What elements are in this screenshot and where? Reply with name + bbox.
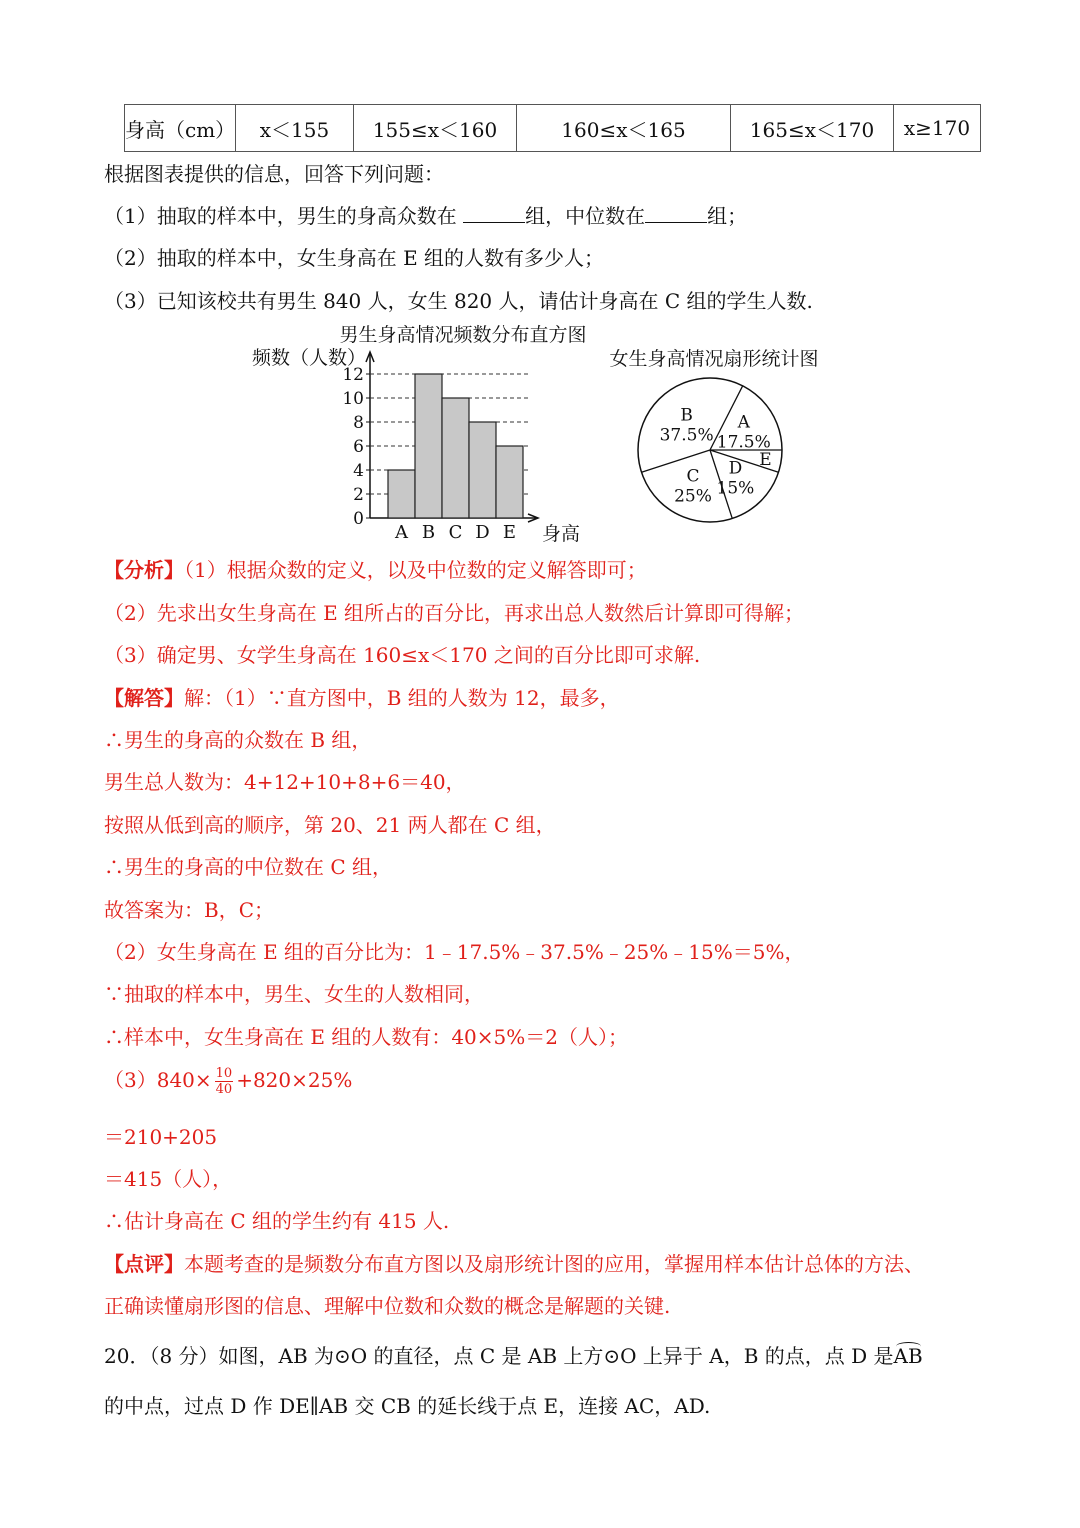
answer-blank: [463, 202, 525, 223]
pie-label: A: [737, 412, 750, 433]
histogram-bar-D: [469, 422, 496, 518]
y-tick-label: 6: [353, 437, 364, 457]
pie-percent-label: 17.5%: [716, 432, 771, 453]
pie-title: 女生身高情况扇形统计图: [609, 348, 819, 370]
question-intro: 根据图表提供的信息，回答下列问题：: [104, 162, 444, 186]
solution-line: ＝210+205: [104, 1125, 218, 1149]
question-1-text: 组，中位数在: [525, 204, 646, 228]
height-range-table: [124, 104, 981, 152]
solution-line: [104, 1066, 352, 1097]
pie-label: D: [728, 458, 743, 479]
solution-line: 按照从低到高的顺序，第 20、21 两人都在 C 组，: [104, 813, 556, 837]
pie-percent-label: 15%: [716, 478, 755, 499]
comment-line: 正确读懂扇形图的信息、理解中位数和众数的概念是解题的关键.: [104, 1294, 671, 1318]
solution-line: ∴估计身高在 C 组的学生约有 415 人.: [104, 1209, 450, 1233]
question-2: （2）抽取的样本中，女生身高在 E 组的人数有多少人；: [104, 246, 605, 270]
table-cell: x≥170: [894, 105, 981, 152]
pie-percent-label: 37.5%: [659, 425, 714, 446]
question-1-text: 组；: [707, 204, 748, 228]
x-tick-label: D: [475, 522, 490, 543]
pie-label: B: [680, 405, 693, 426]
histogram-y-label: 频数（人数）: [252, 347, 367, 369]
histogram-bar-B: [415, 374, 442, 518]
table-row: [125, 105, 981, 152]
pie-label: C: [686, 466, 700, 487]
problem-20-line: 的中点，过点 D 作 DE∥AB 交 CB 的延长线于点 E，连接 AC，AD.: [104, 1394, 711, 1418]
histogram-bar-C: [442, 398, 469, 518]
fraction-numerator: 10: [215, 1066, 233, 1081]
solution-tag: 【解答】: [104, 686, 184, 710]
table-header-cell: 身高（cm）: [125, 105, 236, 152]
y-tick-label: 0: [353, 509, 364, 529]
solution-line: （2）女生身高在 E 组的百分比为：1﹣17.5%﹣37.5%﹣25%﹣15%＝5%，: [104, 940, 805, 964]
x-tick-label: B: [421, 522, 436, 543]
solution-line: ∴男生的身高的中位数在 C 组，: [104, 855, 393, 879]
y-tick-label: 4: [353, 461, 364, 481]
solution-line: 男生总人数为：4+12+10+8+6＝40，: [104, 770, 466, 794]
problem-20-line: [104, 1342, 923, 1370]
comment-tag: 【点评】: [104, 1252, 184, 1276]
table-cell: x＜155: [236, 105, 354, 152]
question-1: [104, 202, 747, 230]
analysis-line: （2）先求出女生身高在 E 组所占的百分比，再求出总人数然后计算即可得解；: [104, 601, 805, 625]
y-tick-label: 10: [342, 389, 364, 409]
fraction-denominator: 40: [215, 1082, 233, 1097]
solution-line: 故答案为：B，C；: [104, 898, 274, 922]
table-cell: 160≤x＜165: [517, 105, 731, 152]
fraction: [215, 1066, 234, 1097]
solution-line: [104, 684, 620, 712]
analysis-tag: 【分析】: [104, 558, 184, 582]
histogram-x-label: 身高: [542, 523, 581, 545]
pie-label: E: [759, 449, 772, 470]
statistics-figures: [230, 318, 850, 550]
problem-20-text: 20．（8 分）如图，AB 为⊙O 的直径，点 C 是 AB 上方⊙O 上异于 A，B 的点，点 D 是: [104, 1344, 894, 1368]
table-cell: 165≤x＜170: [731, 105, 894, 152]
solution-line: ∴男生的身高的众数在 B 组，: [104, 728, 372, 752]
solution-line: ＝415（人），: [104, 1167, 233, 1191]
analysis-line: （3）确定男、女学生身高在 160≤x＜170 之间的百分比即可求解.: [104, 643, 701, 667]
solution-text: 解：（1）∵直方图中，B 组的人数为 12，最多，: [184, 686, 620, 710]
solution-line: ∵抽取的样本中，男生、女生的人数相同，: [104, 982, 484, 1006]
question-3: （3）已知该校共有男生 840 人，女生 820 人，请估计身高在 C 组的学生人数.: [104, 289, 813, 313]
solution-line: ∴样本中，女生身高在 E 组的人数有：40×5%＝2（人）；: [104, 1025, 628, 1049]
pie-percent-label: 25%: [674, 486, 712, 507]
analysis-text: （1）根据众数的定义，以及中位数的定义解答即可；: [184, 558, 647, 582]
x-tick-label: E: [502, 522, 517, 543]
comment-line: [104, 1250, 924, 1278]
y-tick-label: 2: [353, 485, 364, 505]
x-tick-label: C: [448, 522, 463, 543]
histogram-title: 男生身高情况频数分布直方图: [339, 324, 587, 346]
histogram-bar-E: [496, 446, 523, 518]
question-1-text: （1）抽取的样本中，男生的身高众数在: [104, 204, 457, 228]
answer-blank: [645, 202, 707, 223]
x-tick-label: A: [395, 522, 408, 543]
solution-text: +820×25%: [236, 1068, 353, 1092]
solution-text: （3）840×: [104, 1068, 212, 1092]
y-tick-label: 12: [342, 365, 364, 385]
histogram-bar-A: [388, 470, 415, 518]
analysis-line: [104, 556, 647, 584]
table-cell: 155≤x＜160: [354, 105, 517, 152]
arc-ab: AB: [893, 1344, 923, 1368]
y-tick-label: 8: [353, 413, 364, 433]
comment-text: 本题考查的是频数分布直方图以及扇形统计图的应用，掌握用样本估计总体的方法、: [184, 1252, 924, 1276]
